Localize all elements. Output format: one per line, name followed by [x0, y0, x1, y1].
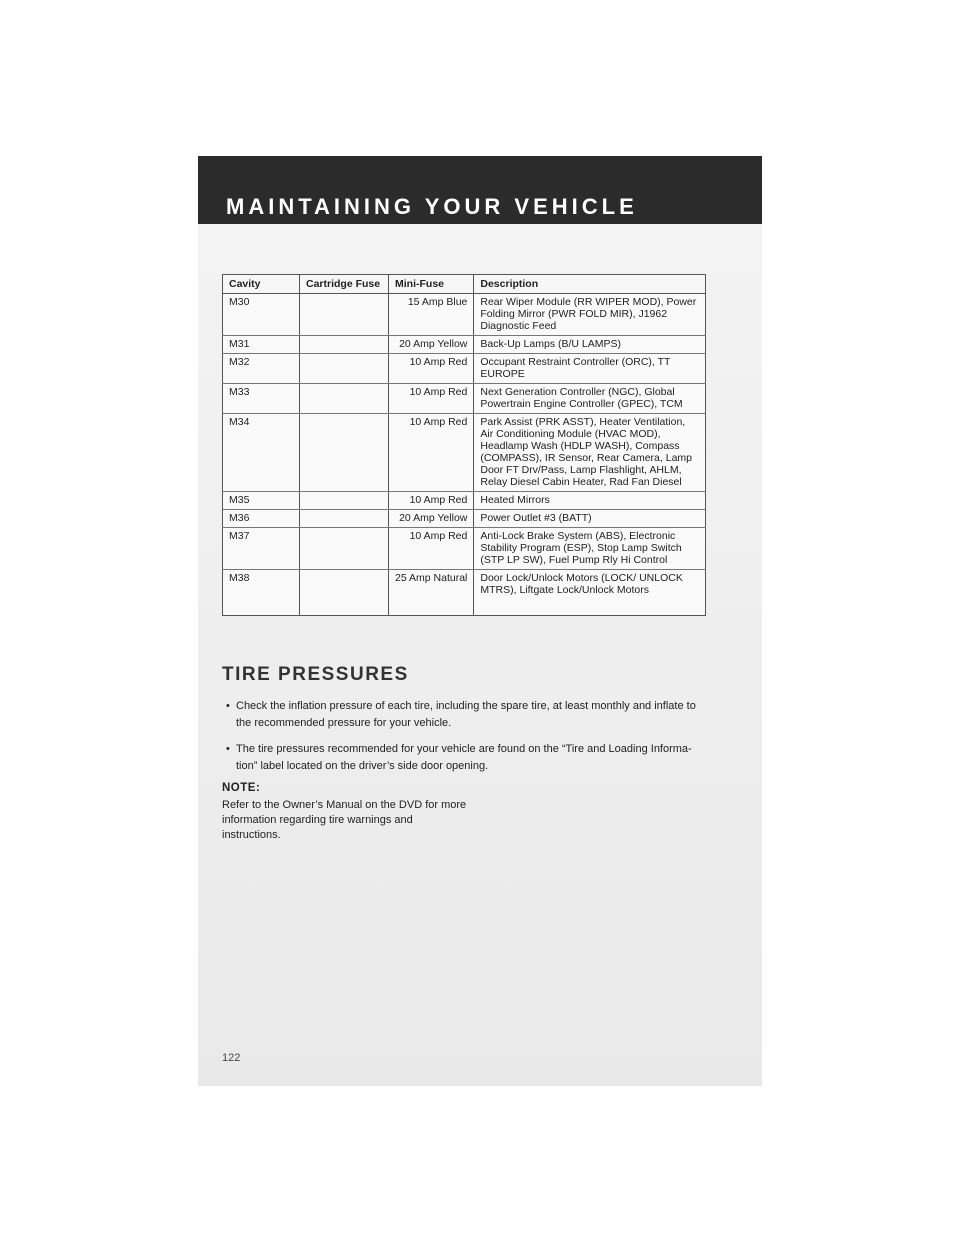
cell-cartridge-fuse — [300, 510, 389, 528]
table-row — [223, 570, 706, 616]
table-header-row — [223, 275, 706, 294]
note-text: Refer to the Owner’s Manual on the DVD for more information regarding tire warnings and instructions. — [222, 799, 467, 841]
page-header-title: MAINTAINING YOUR VEHICLE — [226, 194, 638, 219]
table-row — [223, 354, 706, 384]
cell-description: Occupant Restraint Controller (ORC), TT EUROPE — [474, 354, 706, 384]
bullet-icon: • — [226, 700, 230, 712]
cell-mini-fuse: 20 Amp Yellow — [389, 510, 474, 528]
cell-cartridge-fuse — [300, 294, 389, 336]
section-heading: TIRE PRESSURES — [222, 664, 409, 685]
cell-mini-fuse: 10 Amp Red — [389, 354, 474, 384]
column-header-cartridge-fuse: Cartridge Fuse — [300, 275, 389, 294]
cell-cartridge-fuse — [300, 528, 389, 570]
fuse-table — [222, 274, 706, 616]
bullet-text: The tire pressures recommended for your vehicle are found on the “Tire and Loading Informa- tion” label located on the driver’s side door opening. — [236, 743, 692, 772]
list-item — [222, 741, 712, 775]
cell-description: Next Generation Controller (NGC), Global Powertrain Engine Controller (GPEC), TCM — [474, 384, 706, 414]
cell-cavity: M36 — [223, 510, 300, 528]
cell-description: Door Lock/Unlock Motors (LOCK/ UNLOCK MTRS), Liftgate Lock/Unlock Motors — [474, 570, 706, 616]
cell-cartridge-fuse — [300, 384, 389, 414]
column-header-description: Description — [474, 275, 706, 294]
cell-cavity: M34 — [223, 414, 300, 492]
cell-cavity: M32 — [223, 354, 300, 384]
table-row — [223, 510, 706, 528]
cell-cartridge-fuse — [300, 570, 389, 616]
table-row — [223, 528, 706, 570]
cell-description: Back-Up Lamps (B/U LAMPS) — [474, 336, 706, 354]
cell-mini-fuse: 10 Amp Red — [389, 384, 474, 414]
table-row — [223, 336, 706, 354]
page-number: 122 — [222, 1052, 241, 1064]
table-row — [223, 492, 706, 510]
cell-mini-fuse: 10 Amp Red — [389, 414, 474, 492]
cell-description: Power Outlet #3 (BATT) — [474, 510, 706, 528]
cell-cavity: M33 — [223, 384, 300, 414]
table-row — [223, 384, 706, 414]
bullet-list — [222, 698, 712, 784]
manual-page — [198, 156, 762, 1086]
cell-cavity: M35 — [223, 492, 300, 510]
cell-mini-fuse: 10 Amp Red — [389, 492, 474, 510]
column-header-mini-fuse: Mini-Fuse — [389, 275, 474, 294]
column-header-cavity: Cavity — [223, 275, 300, 294]
cell-description: Heated Mirrors — [474, 492, 706, 510]
cell-mini-fuse: 25 Amp Natural — [389, 570, 474, 616]
cell-cartridge-fuse — [300, 336, 389, 354]
cell-mini-fuse: 20 Amp Yellow — [389, 336, 474, 354]
bullet-text: Check the inflation pressure of each tire, including the spare tire, at least monthly and inflate to the recommended pressure for your vehicle. — [236, 700, 696, 729]
cell-cavity: M38 — [223, 570, 300, 616]
list-item — [222, 698, 712, 732]
cell-cavity: M30 — [223, 294, 300, 336]
fuse-table-body — [223, 294, 706, 616]
note-label: NOTE: — [222, 782, 261, 794]
cell-cartridge-fuse — [300, 492, 389, 510]
cell-mini-fuse: 10 Amp Red — [389, 528, 474, 570]
cell-cartridge-fuse — [300, 414, 389, 492]
cell-description: Rear Wiper Module (RR WIPER MOD), Power Folding Mirror (PWR FOLD MIR), J1962 Diagnostic Feed — [474, 294, 706, 336]
cell-description: Park Assist (PRK ASST), Heater Ventilation, Air Conditioning Module (HVAC MOD), Headlamp Wash (HDLP WASH), Compass (COMPASS), IR Sensor, Rear Camera, Lamp Door FT Drv/Pass, Lamp Flashlight, AHLM, Relay Diesel Cabin Heater, Rad Fan Diesel — [474, 414, 706, 492]
cell-cavity: M31 — [223, 336, 300, 354]
bullet-icon: • — [226, 743, 230, 755]
header-bar — [198, 156, 762, 224]
table-row — [223, 294, 706, 336]
table-row — [223, 414, 706, 492]
cell-cartridge-fuse — [300, 354, 389, 384]
cell-cavity: M37 — [223, 528, 300, 570]
cell-description: Anti-Lock Brake System (ABS), Electronic Stability Program (ESP), Stop Lamp Switch (STP LP SW), Fuel Pump Rly Hi Control — [474, 528, 706, 570]
cell-mini-fuse: 15 Amp Blue — [389, 294, 474, 336]
